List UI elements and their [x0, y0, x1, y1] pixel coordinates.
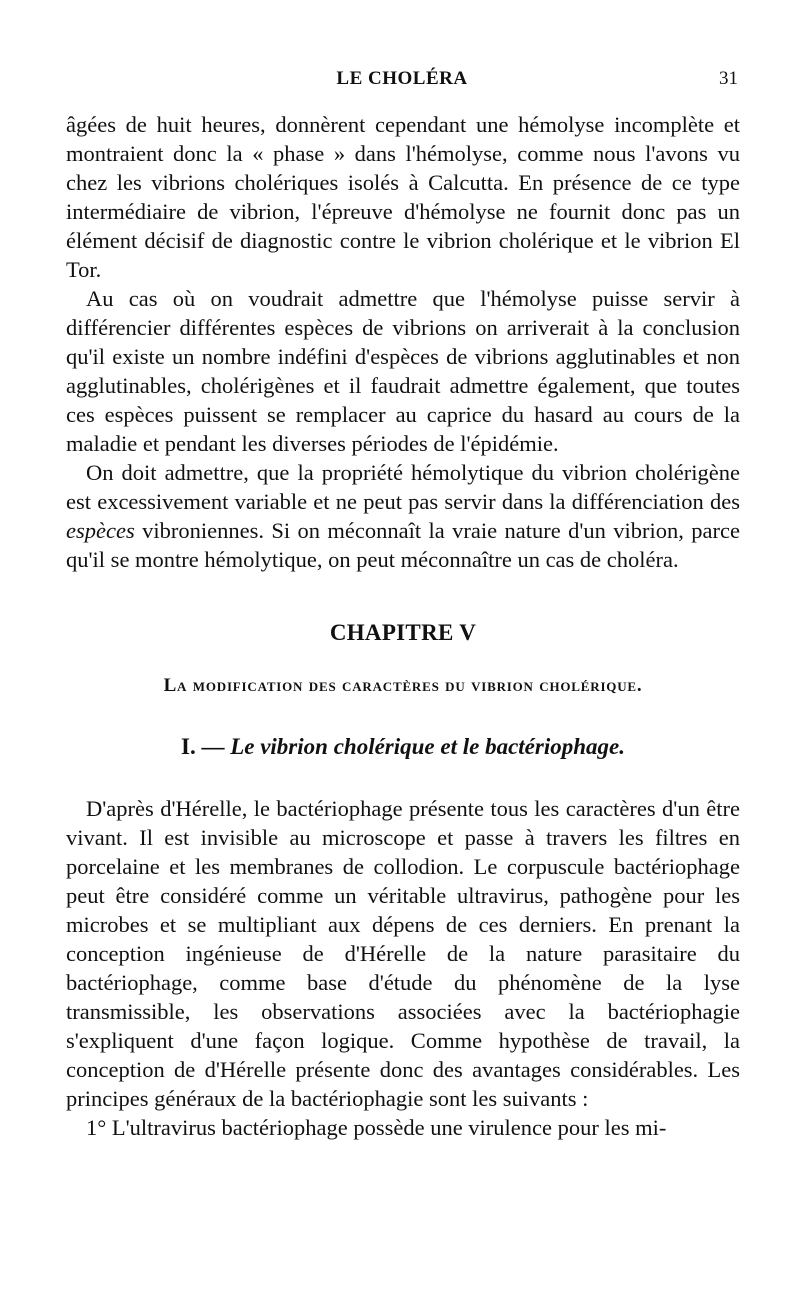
paragraph-3 — [66, 458, 740, 574]
section-title: Le vibrion cholérique et le bactériophage. — [230, 734, 625, 759]
chapter-subtitle: La modification des caractères du vibrion cholérique. — [163, 675, 643, 696]
paragraph-2: Au cas où on voudrait admettre que l'hémolyse puisse servir à différencier différentes espèces de vibrions on arriverait à la conclusion qu'il existe un nombre indéfini d'espèces de vibrions agglutinables et non agglutinables, cholérigènes et il faudrait admettre également, que toutes ces espèces puissent se remplacer au caprice du hasard au cours de la maladie et pendant les diverses périodes de l'épidémie. — [66, 286, 740, 456]
paragraph-1: âgées de huit heures, donnèrent cependant une hémolyse incomplète et montraient donc la « phase » dans l'hémolyse, comme nous l'avons vu chez les vibrions cholériques isolés à Calcutta. En présence de ce type intermédiaire de vibrion, l'épreuve d'hémolyse ne fournit donc pas un élément décisif de diagnostic contre le vibrion cholérique et le vibrion El Tor. — [66, 112, 740, 282]
running-head — [66, 68, 738, 92]
page-number: 31 — [719, 68, 738, 89]
paragraph-3-text-b: vibroniennes. Si on méconnaît la vraie nature d'un vibrion, parce qu'il se montre hémolytique, on peut méconnaître un cas de choléra. — [66, 518, 740, 572]
chapter-title: CHAPITRE V — [329, 620, 477, 645]
section-number: I. — — [181, 734, 231, 759]
paragraph-3-italic: espèces — [66, 518, 135, 543]
paragraph-3-text-a: On doit admettre, que la propriété hémolytique du vibrion cholérigène est excessivement variable et ne peut pas servir dans la différenciation des — [66, 460, 740, 514]
running-title: LE CHOLÉRA — [336, 68, 468, 89]
paragraph-4: D'après d'Hérelle, le bactériophage présente tous les caractères d'un être vivant. Il est invisible au microscope et passe à travers les filtres en porcelaine et les membranes de collodion. Le corpuscule bactériophage peut être considéré comme un véritable ultravirus, pathogène pour les microbes et se multipliant aux dépens de ces derniers. En prenant la conception ingénieuse de d'Hérelle de la nature parasitaire du bactériophage, comme base d'étude du phénomène de la lyse transmissible, les observations associées avec la bactériophagie s'expliquent d'une façon logique. Comme hypothèse de travail, la conception de d'Hérelle présente donc des avantages considérables. Les principes généraux de la bactériophagie sont les suivants : — [66, 796, 740, 1111]
page-body — [66, 110, 740, 1142]
paragraph-5: 1° L'ultravirus bactériophage possède une virulence pour les mi- — [86, 1115, 667, 1140]
section-heading — [66, 732, 740, 761]
